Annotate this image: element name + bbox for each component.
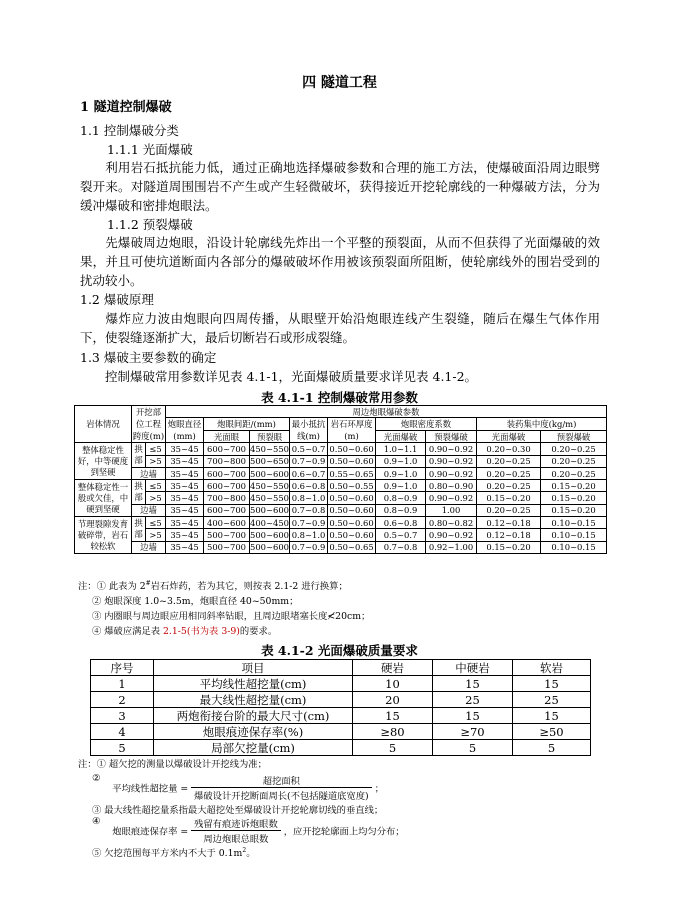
table2-header-row bbox=[91, 660, 591, 676]
table1-cell: 0.7~0.9 bbox=[290, 541, 328, 553]
table1-cell: 0.10~0.15 bbox=[541, 529, 607, 541]
table2-cell: 25 bbox=[433, 692, 513, 708]
table1-cell: 0.90~0.92 bbox=[426, 492, 477, 504]
table2-cell: 炮眼痕迹保存率(%) bbox=[154, 724, 353, 740]
table1-rock-group: 节理裂隙发育破碎带，岩石较松软 bbox=[75, 517, 132, 554]
note2-1: 注：① 超欠挖的测量以爆破设计开挖线为准； bbox=[78, 759, 267, 770]
table2-row bbox=[91, 724, 591, 740]
table1-cell: 0.5~0.7 bbox=[376, 529, 426, 541]
table1-cell: 0.20~0.30 bbox=[477, 443, 541, 455]
table1-cell: 0.9~1.0 bbox=[376, 480, 426, 492]
table2-caption: 表 4.1-2 光面爆破质量要求 bbox=[261, 643, 418, 658]
table1-cell: 600~700 bbox=[204, 443, 250, 455]
table1-cell: 0.15~0.20 bbox=[541, 504, 607, 516]
table2-cell: 局部欠挖量(cm) bbox=[154, 740, 353, 756]
table2-cell: 15 bbox=[433, 676, 513, 692]
table1-cell: 0.5~0.7 bbox=[290, 443, 328, 455]
table1-arch-label: 拱部 bbox=[132, 443, 146, 468]
table1-cell: 0.80~0.90 bbox=[426, 480, 477, 492]
table1-cell: 35~45 bbox=[166, 541, 204, 553]
table1-cell: 0.50~0.55 bbox=[329, 480, 374, 491]
table1-cell: >5 bbox=[146, 492, 166, 504]
table1-cell: 500~650 bbox=[250, 456, 290, 467]
table1-cell: 0.50~0.60 bbox=[329, 443, 374, 454]
table1-cell: 0.92~1.00 bbox=[426, 541, 477, 553]
table2-header-cell: 软岩 bbox=[513, 660, 591, 676]
table1-rock-group: 整体稳定性好，中等硬度到坚硬 bbox=[75, 443, 132, 480]
table1-cell: 0.12~0.18 bbox=[477, 517, 541, 529]
table1-cell: 0.8~1.0 bbox=[290, 529, 328, 541]
note2-4: ④ 炮眼痕迹保存率 = $\frac{\text{残留有痕迹诉炮眼数}}{\text{周边炮眼总眼数}}$ ，应开挖轮廓面上均匀分布； bbox=[92, 816, 405, 845]
table1-cell: 500~700 bbox=[204, 541, 250, 553]
table1-cell: 400~600 bbox=[204, 517, 250, 529]
table1-cell: 450~550 bbox=[250, 480, 290, 491]
table1-cell: 450~550 bbox=[250, 443, 290, 454]
table2-cell: 5 bbox=[353, 740, 433, 756]
table1-cell: 700~800 bbox=[204, 492, 250, 504]
table2-cell: ≥70 bbox=[433, 724, 513, 740]
table1-row bbox=[75, 467, 607, 479]
table1-cell: 0.20~0.25 bbox=[477, 504, 541, 516]
table1-cell: 0.90~0.92 bbox=[426, 529, 477, 541]
table1-arch-label: 拱部 bbox=[132, 480, 146, 505]
table1-cell: 0.9~1.0 bbox=[376, 467, 426, 479]
table2-row bbox=[91, 692, 591, 708]
table2-cell: 15 bbox=[353, 708, 433, 724]
table1-cell: 0.50~0.60 bbox=[329, 505, 374, 516]
note1-2: ② 炮眼深度 1.0~3.5m，炮眼直径 40~50mm； bbox=[92, 596, 299, 608]
table2-row bbox=[91, 740, 591, 756]
table1-cell: 0.10~0.15 bbox=[541, 541, 607, 553]
table1-row bbox=[75, 517, 607, 529]
th-spacing: 炮眼间距/(mm) bbox=[204, 418, 290, 431]
table1-cell: 0.80~0.82 bbox=[426, 517, 477, 529]
table1-cell: 0.15~0.20 bbox=[541, 480, 607, 492]
table2-row bbox=[91, 708, 591, 724]
table1-cell: >5 bbox=[146, 455, 166, 467]
th-params: 周边炮眼爆破参数 bbox=[166, 406, 607, 418]
note1-4: ④ 爆破应满足表 2.1-5(书为表 3-9)的要求。 bbox=[92, 626, 278, 638]
paragraph-presplit-blasting: 先爆破周边炮眼，沿设计轮廓线先炸出一个平整的预裂面，从而不但获得了光面爆破的效果，并且可使坑道断面内各部分的爆破破坏作用被该预裂面所阻断，使轮廓线外的围岩受到的扰动较小。 bbox=[80, 235, 600, 288]
section-heading-1: 1 隧道控制爆破 bbox=[80, 100, 172, 115]
table2-cell: ≥80 bbox=[353, 724, 433, 740]
table1-cell: 35~45 bbox=[166, 443, 204, 455]
table2-cell: 两炮衔接台阶的最大尺寸(cm) bbox=[154, 708, 353, 724]
table1-cell: 0.20~0.25 bbox=[541, 455, 607, 467]
table2-header-cell: 序号 bbox=[91, 660, 154, 676]
table1-cell: 0.9~1.0 bbox=[376, 455, 426, 467]
table1-cell: 0.50~0.60 bbox=[329, 530, 374, 541]
note2-5: ⑤ 欠挖范围每平方米内不大于 $0.1m^2$。 bbox=[92, 846, 256, 859]
table1-cell: 0.90~0.92 bbox=[426, 443, 477, 455]
table1-cell: 1.0~1.1 bbox=[376, 443, 426, 455]
table1-cell: 600~700 bbox=[204, 504, 250, 516]
table1-cell: 1.00 bbox=[426, 504, 477, 516]
table1-cell: 0.50~0.60 bbox=[329, 493, 374, 504]
table1-row bbox=[75, 443, 607, 455]
table1-cell: ≤5 bbox=[146, 443, 166, 455]
th-span: 开挖部位工程跨度(m) bbox=[132, 407, 165, 442]
note1-1: 注：① 此表为 2#岩石炸药，若为其它，则按表 2.1-2 进行换算； bbox=[78, 580, 348, 593]
table1-cell: 0.7~0.8 bbox=[376, 541, 426, 553]
table1-cell: 0.10~0.15 bbox=[541, 517, 607, 529]
table-blasting-parameters bbox=[74, 405, 607, 554]
table1-cell: >5 bbox=[146, 529, 166, 541]
table1-cell: 0.7~0.9 bbox=[290, 517, 328, 529]
table2-cell: 25 bbox=[513, 692, 591, 708]
table1-cell: 0.55~0.65 bbox=[329, 468, 374, 479]
th-diam: 炮眼直径(mm) bbox=[166, 418, 204, 443]
th-ring: 岩石环厚度(m) bbox=[328, 418, 376, 443]
heading-1-1-1: 1.1.1 光面爆破 bbox=[107, 142, 193, 157]
table1-cell: 0.20~0.25 bbox=[541, 467, 607, 479]
th-density-presplit: 预裂爆破 bbox=[426, 430, 477, 443]
table1-cell: 0.15~0.20 bbox=[541, 492, 607, 504]
table1-cell: 0.7~0.9 bbox=[290, 455, 328, 467]
th-charge: 装药集中度(kg/m) bbox=[477, 418, 607, 431]
table1-cell: 500~700 bbox=[204, 529, 250, 541]
th-presplit: 预裂眼 bbox=[250, 430, 290, 443]
th-density: 炮眼密度系数 bbox=[376, 418, 477, 431]
heading-1-3: 1.3 爆破主要参数的确定 bbox=[80, 350, 217, 365]
table2-header-cell: 项目 bbox=[154, 660, 353, 676]
table1-cell: 0.8~0.9 bbox=[376, 492, 426, 504]
table2-cell: 最大线性超挖量(cm) bbox=[154, 692, 353, 708]
th-rock: 岩体情况 bbox=[75, 406, 132, 443]
table1-cell: 0.50~0.60 bbox=[329, 517, 374, 528]
heading-1-2: 1.2 爆破原理 bbox=[80, 292, 154, 307]
th-burden: 最小抵抗线(m) bbox=[290, 418, 328, 443]
table1-row bbox=[75, 480, 607, 492]
table1-cell: 35~45 bbox=[166, 504, 204, 516]
heading-1-1-2: 1.1.2 预裂爆破 bbox=[107, 217, 193, 232]
table2-cell: 5 bbox=[513, 740, 591, 756]
table1-cell: 0.90~0.92 bbox=[426, 455, 477, 467]
table1-cell: 0.8~0.9 bbox=[376, 504, 426, 516]
table2-cell: 15 bbox=[513, 708, 591, 724]
table1-cell: 500~600 bbox=[250, 542, 290, 553]
table1-cell: 35~45 bbox=[166, 480, 204, 492]
table-quality-requirements bbox=[90, 659, 591, 756]
table1-row bbox=[75, 504, 607, 516]
table2-header-cell: 中硬岩 bbox=[433, 660, 513, 676]
table1-cell: 0.90~0.92 bbox=[426, 467, 477, 479]
note1-3: ③ 内圈眼与周边眼应用相同斜率钻眼，且周边眼堵塞长度≮20cm； bbox=[92, 611, 371, 623]
chapter-title: 四 隧道工程 bbox=[302, 75, 377, 91]
table1-row bbox=[75, 529, 607, 541]
table1-cell: 0.50~0.65 bbox=[329, 542, 374, 553]
paragraph-param-ref: 控制爆破常用参数详见表 4.1-1，光面爆破质量要求详见表 4.1-2。 bbox=[105, 369, 478, 384]
table1-cell: 450~550 bbox=[250, 493, 290, 504]
table2-cell: 10 bbox=[353, 676, 433, 692]
table1-arch-label: 拱部 bbox=[132, 517, 146, 542]
table2-row bbox=[91, 676, 591, 692]
table1-cell: 35~45 bbox=[166, 529, 204, 541]
table1-cell: ≤5 bbox=[146, 480, 166, 492]
table2-cell: 20 bbox=[353, 692, 433, 708]
th-charge-smooth: 光面爆破 bbox=[477, 430, 541, 443]
table2-cell: ≥50 bbox=[513, 724, 591, 740]
table1-cell: 700~800 bbox=[204, 455, 250, 467]
table1-row bbox=[75, 492, 607, 504]
table2-cell: 3 bbox=[91, 708, 154, 724]
table1-cell: 35~45 bbox=[166, 455, 204, 467]
table1-cell: 35~45 bbox=[166, 517, 204, 529]
table1-cell: 500~600 bbox=[250, 468, 290, 479]
table1-cell: 0.15~0.20 bbox=[477, 541, 541, 553]
table1-cell: ≤5 bbox=[146, 517, 166, 529]
fraction-overbreak: $\frac{\text{超挖面积}}{\text{爆破设计开挖断面周长(不包括隧道底宽度)}}$ bbox=[191, 773, 372, 802]
note2-3: ③ 最大线性超挖量系指最大超挖处至爆破设计开挖轮廓切线的垂直线； bbox=[92, 805, 384, 816]
table1-cell: 500~600 bbox=[250, 530, 290, 541]
paragraph-principle: 爆炸应力波由炮眼向四周传播，从眼壁开始沿炮眼连线产生裂缝，随后在爆生气体作用下，使裂缝逐渐扩大，最后切断岩石或形成裂缝。 bbox=[80, 311, 600, 345]
table2-cell: 5 bbox=[91, 740, 154, 756]
table1-cell: 0.15~0.20 bbox=[477, 492, 541, 504]
table1-row bbox=[75, 455, 607, 467]
table2-cell: 4 bbox=[91, 724, 154, 740]
table1-cell: 35~45 bbox=[166, 492, 204, 504]
table2-cell: 5 bbox=[433, 740, 513, 756]
table2-cell: 15 bbox=[433, 708, 513, 724]
heading-1-1: 1.1 控制爆破分类 bbox=[80, 123, 179, 138]
table1-wall-label: 边墙 bbox=[132, 504, 166, 516]
table1-cell: 0.12~0.18 bbox=[477, 529, 541, 541]
note2-2: ② 平均线性超挖量 = $\frac{\text{超挖面积}}{\text{爆破设计开挖断面周长(不包括隧道底宽度)}}$ ； bbox=[92, 773, 384, 802]
table2-body bbox=[91, 660, 591, 756]
paragraph-smooth-blasting: 利用岩石抵抗能力低，通过正确地选择爆破参数和合理的施工方法，使爆破面沿周边眼劈裂开来。对隧道周围围岩不产生或产生轻微破坏，获得接近开挖轮廓线的一种爆破方法，分为缓冲爆破和密排炮眼法。 bbox=[80, 160, 600, 213]
table1-cell: 0.20~0.25 bbox=[477, 455, 541, 467]
table2-cell: 1 bbox=[91, 676, 154, 692]
table2-cell: 平均线性超挖量(cm) bbox=[154, 676, 353, 692]
th-charge-presplit: 预裂爆破 bbox=[541, 430, 607, 443]
fraction-trace-rate: $\frac{\text{残留有痕迹诉炮眼数}}{\text{周边炮眼总眼数}}$ bbox=[191, 816, 281, 845]
table2-cell: 15 bbox=[513, 676, 591, 692]
table1-cell: 0.8~1.0 bbox=[290, 492, 328, 504]
table1-cell: 500~600 bbox=[250, 505, 290, 516]
table1-cell: 600~700 bbox=[204, 480, 250, 492]
table2-header-cell: 硬岩 bbox=[353, 660, 433, 676]
table1-cell: 0.7~0.8 bbox=[290, 504, 328, 516]
table2-cell: 2 bbox=[91, 692, 154, 708]
table1-cell: 0.20~0.25 bbox=[477, 480, 541, 492]
th-smooth: 光面眼 bbox=[204, 430, 250, 443]
table1-cell: 0.20~0.25 bbox=[477, 467, 541, 479]
table1-caption: 表 4.1-1 控制爆破常用参数 bbox=[261, 390, 418, 405]
table1-cell: 600~700 bbox=[204, 467, 250, 479]
table1-cell: 400~450 bbox=[250, 517, 290, 528]
table1-wall-label: 边墙 bbox=[132, 467, 166, 479]
table1-cell: 0.50~0.60 bbox=[329, 456, 374, 467]
table1-cell: 0.6~0.8 bbox=[376, 517, 426, 529]
table1-cell: 0.6~0.7 bbox=[290, 467, 328, 479]
table1-body bbox=[75, 443, 607, 554]
table1-cell: 0.20~0.25 bbox=[541, 443, 607, 455]
th-density-smooth: 光面爆破 bbox=[376, 430, 426, 443]
table1-wall-label: 边墙 bbox=[132, 541, 166, 553]
table1-row bbox=[75, 541, 607, 553]
table1-cell: 35~45 bbox=[166, 467, 204, 479]
table1-rock-group: 整体稳定性一般或欠佳，中硬到坚硬 bbox=[75, 480, 132, 517]
table1-notes bbox=[78, 576, 370, 639]
table1-cell: 0.6~0.8 bbox=[290, 480, 328, 492]
